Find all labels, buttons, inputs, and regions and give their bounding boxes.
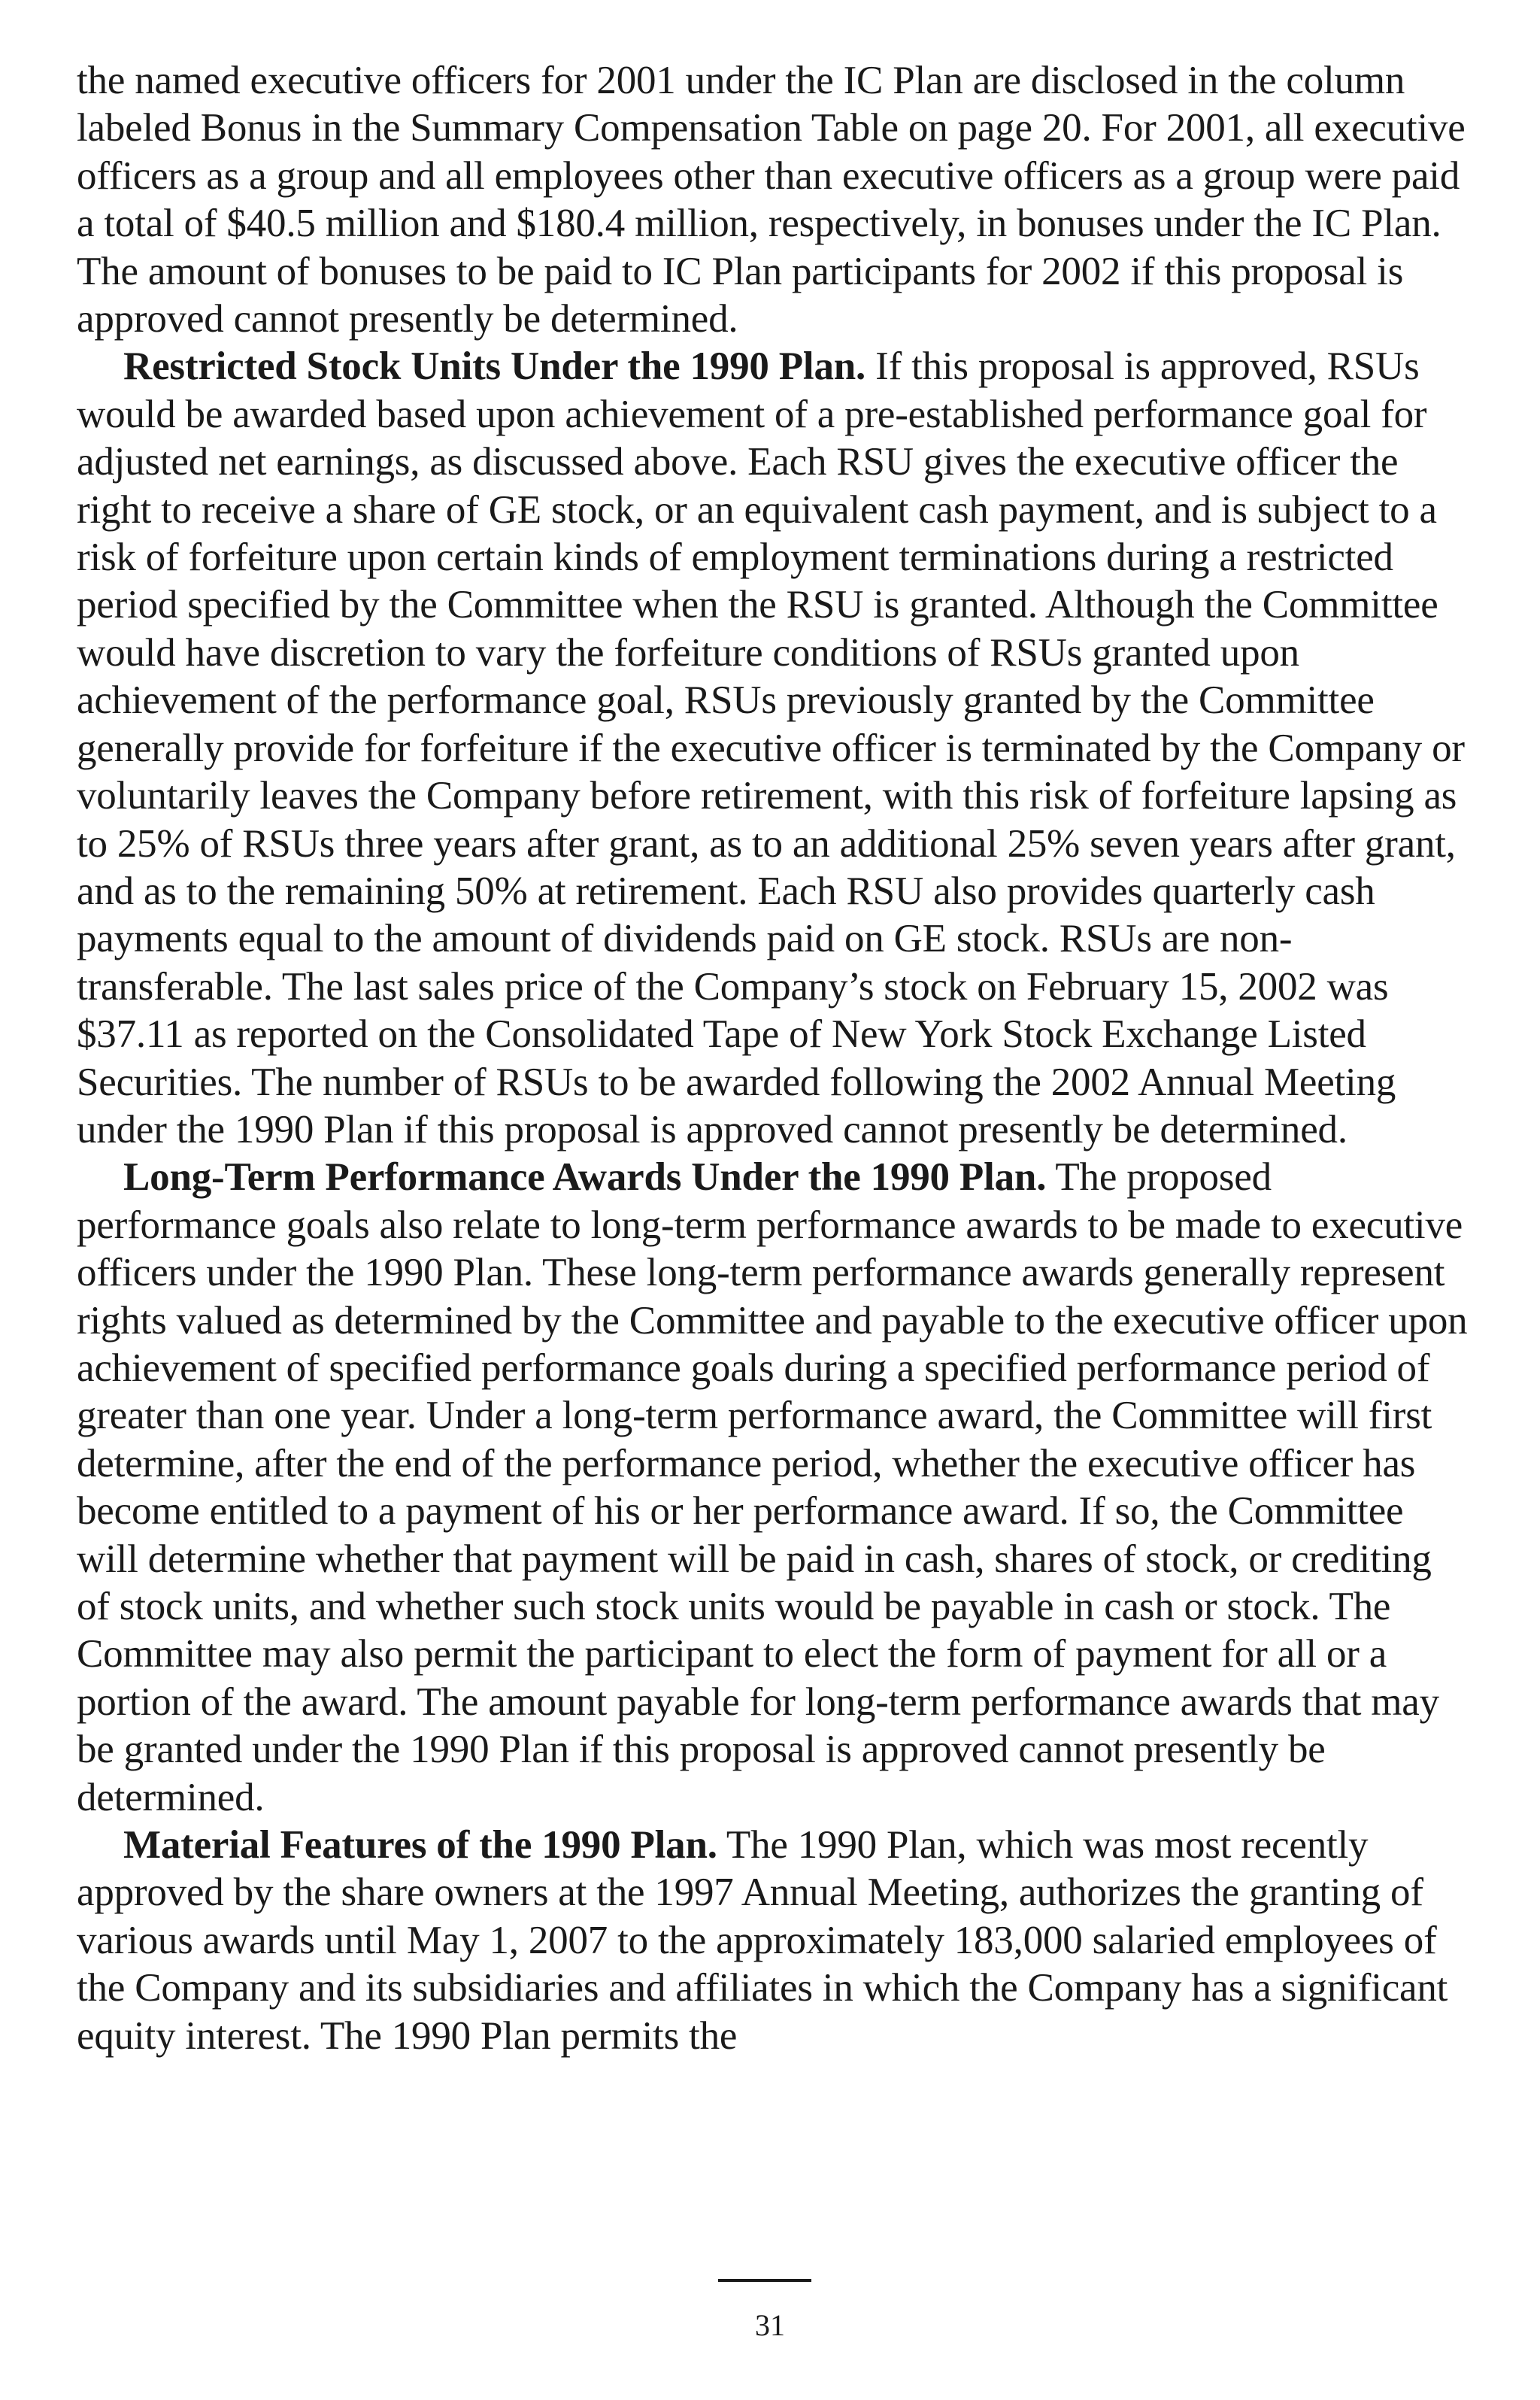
paragraph-text: The 1990 Plan, which was most recently approved by the share owners at the 1997 Annual Meeting, authorizes the granting of various awards until May 1, 2007 to the approximately 183,000 salaried employees of the Company and its subsidiaries and affiliates in which the Company has a significant equity interest. The 1990 Plan permits the <box>77 1823 1448 2058</box>
paragraph-material-features <box>77 1822 1468 2060</box>
section-heading-material-features: Material Features of the 1990 Plan. <box>123 1823 717 1868</box>
paragraph-restricted-stock-units <box>77 343 1468 1154</box>
page-number: 31 <box>755 2308 785 2342</box>
document-body <box>77 57 1468 2060</box>
section-heading-long-term-awards: Long-Term Performance Awards Under the 1990 Plan. <box>123 1155 1047 1200</box>
paragraph-text: the named executive officers for 2001 under the IC Plan are disclosed in the column labeled Bonus in the Summary Compensation Table on page 20. For 2001, all executive officers as a group and all employees other than executive officers as a group were paid a total of $40.5 million and $180.4 million, respectively, in bonuses under the IC Plan. The amount of bonuses to be paid to IC Plan participants for 2002 if this proposal is approved cannot presently be determined. <box>77 59 1466 341</box>
paragraph-text: The proposed performance goals also relate to long-term performance awards to be made to executive officers under the 1990 Plan. These long-term performance awards generally represent rights valued as determined by the Committee and payable to the executive officer upon achievement of specified performance goals during a specified performance period of greater than one year. Under a long-term performance award, the Committee will first determine, after the end of the performance period, whether the executive officer has become entitled to a payment of his or her performance award. If so, the Committee will determine whether that payment will be paid in cash, shares of stock, or crediting of stock units, and whether such stock units would be payable in cash or stock. The Committee may also permit the participant to elect the form of payment for all or a portion of the award. The amount payable for long-term performance awards that may be granted under the 1990 Plan if this proposal is approved cannot presently be determined. <box>77 1155 1468 1819</box>
paragraph-ic-plan-bonuses <box>77 57 1468 343</box>
footer-rule <box>718 2279 811 2282</box>
paragraph-text: If this proposal is approved, RSUs would be awarded based upon achievement of a pre-established performance goal for adjusted net earnings, as discussed above. Each RSU gives the executive officer the right to receive a share of GE stock, or an equivalent cash payment, and is subject to a risk of forfeiture upon certain kinds of employment terminations during a restricted period specified by the Committee when the RSU is granted. Although the Committee would have discretion to vary the forfeiture conditions of RSUs granted upon achievement of the performance goal, RSUs previously granted by the Committee generally provide for forfeiture if the executive officer is terminated by the Company or voluntarily leaves the Company before retirement, with this risk of forfeiture lapsing as to 25% of RSUs three years after grant, as to an additional 25% seven years after grant, and as to the remaining 50% at retirement. Each RSU also provides quarterly cash payments equal to the amount of dividends paid on GE stock. RSUs are non-transferable. The last sales price of the Company’s stock on February 15, 2002 was $37.11 as reported on the Consolidated Tape of New York Stock Exchange Listed Securities. The number of RSUs to be awarded following the 2002 Annual Meeting under the 1990 Plan if this proposal is approved cannot presently be determined. <box>77 344 1465 1151</box>
section-heading-rsu: Restricted Stock Units Under the 1990 Plan. <box>123 344 866 389</box>
paragraph-long-term-performance-awards <box>77 1154 1468 1822</box>
